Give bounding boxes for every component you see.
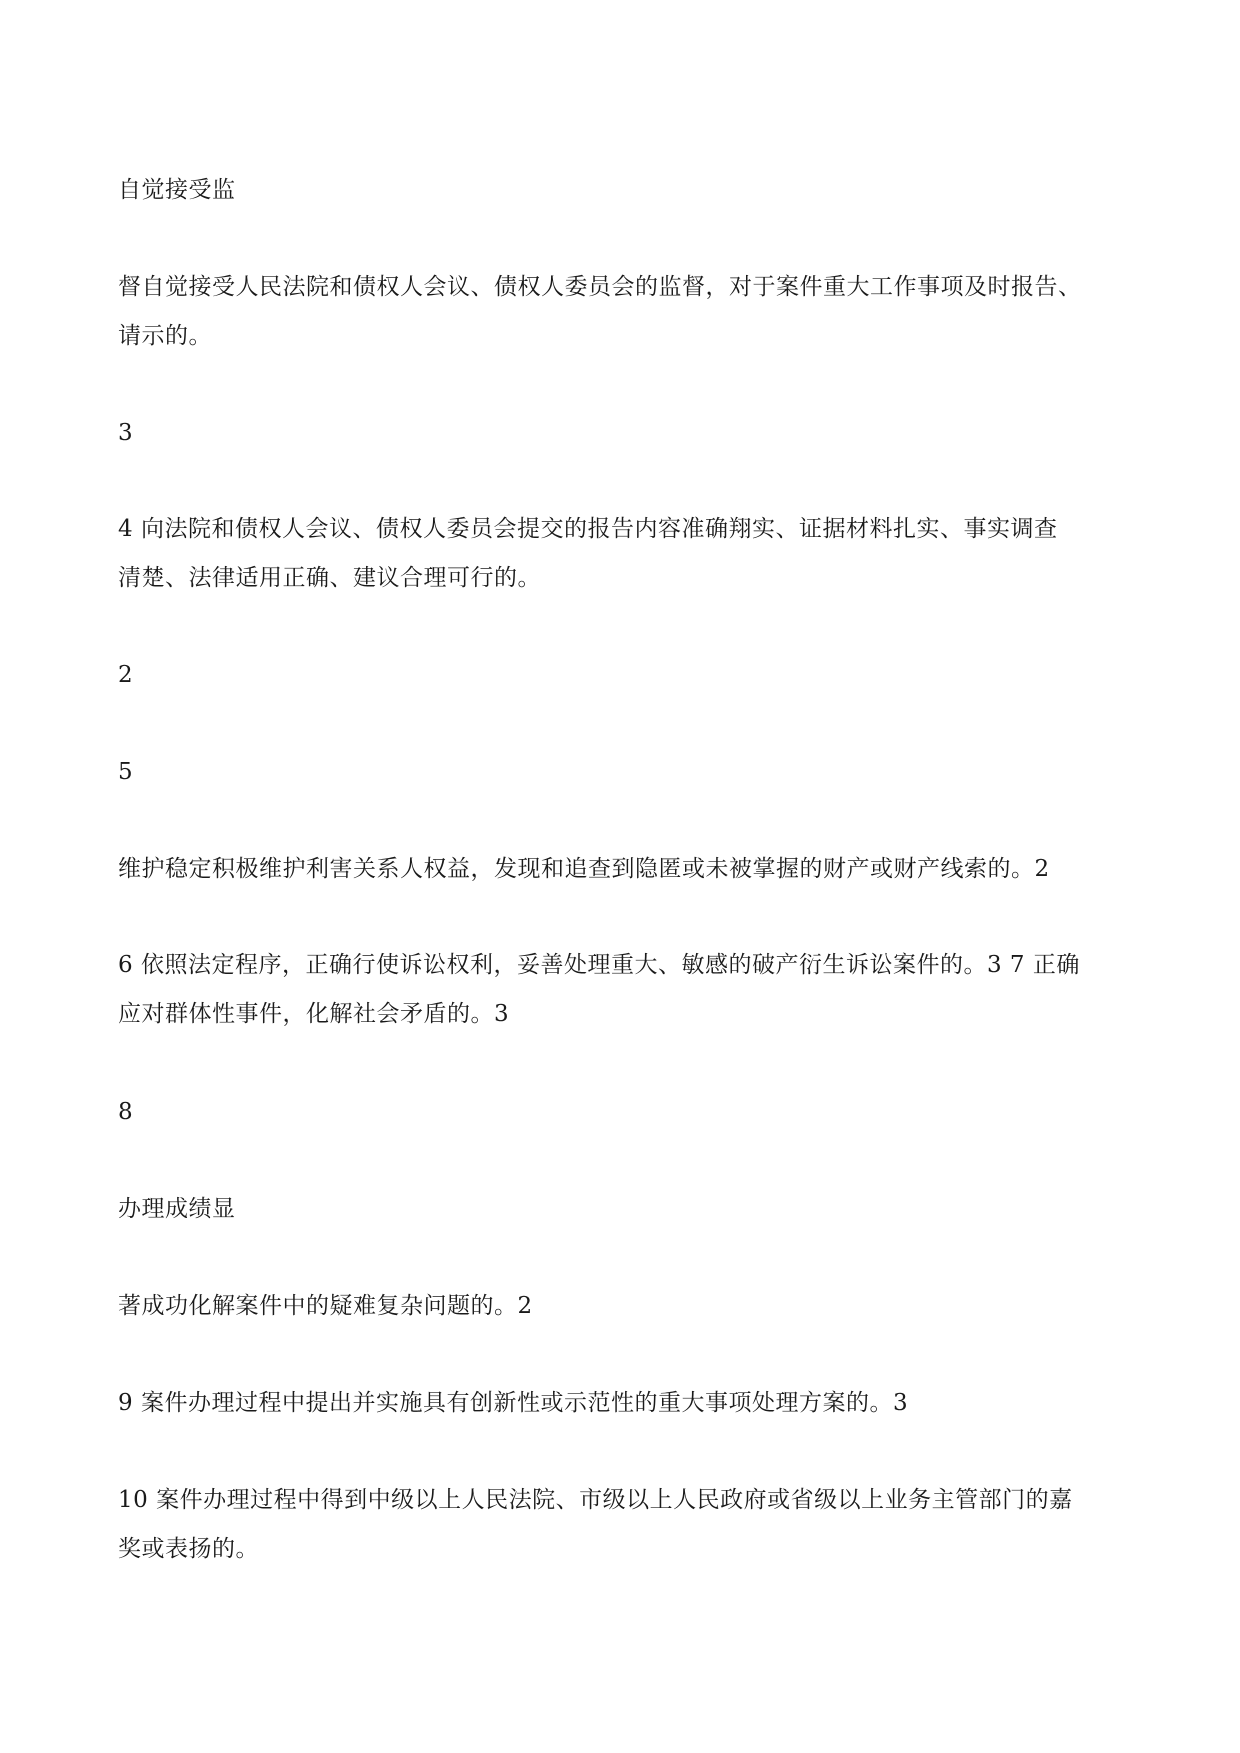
text-line: 10 案件办理过程中得到中级以上人民法院、市级以上人民政府或省级以上业务主管部门的嘉 (118, 1487, 1073, 1513)
text-line: 8 (118, 1099, 134, 1125)
text-line: 6 依照法定程序，正确行使诉讼权利，妥善处理重大、敏感的破产衍生诉讼案件的。3 7 正确 (118, 952, 1080, 978)
text-line: 2 (118, 662, 134, 688)
text-line: 清楚、法律适用正确、建议合理可行的。 (118, 565, 541, 591)
text-line: 5 (118, 759, 134, 785)
text-line: 自觉接受监 (118, 177, 236, 203)
text-line: 办理成绩显 (118, 1196, 236, 1222)
text-line: 应对群体性事件，化解社会矛盾的。3 (118, 1001, 510, 1027)
text-line: 9 案件办理过程中提出并实施具有创新性或示范性的重大事项处理方案的。3 (118, 1390, 909, 1416)
text-line: 3 (118, 420, 134, 446)
text-line: 奖或表扬的。 (118, 1536, 259, 1562)
text-line: 著成功化解案件中的疑难复杂问题的。2 (118, 1293, 533, 1319)
text-line: 维护稳定积极维护利害关系人权益，发现和追查到隐匿或未被掌握的财产或财产线索的。2 (118, 856, 1050, 882)
text-line: 请示的。 (118, 323, 212, 349)
text-line: 4 向法院和债权人会议、债权人委员会提交的报告内容准确翔实、证据材料扎实、事实调查 (118, 516, 1058, 542)
text-line: 督自觉接受人民法院和债权人会议、债权人委员会的监督，对于案件重大工作事项及时报告、 (118, 274, 1082, 300)
